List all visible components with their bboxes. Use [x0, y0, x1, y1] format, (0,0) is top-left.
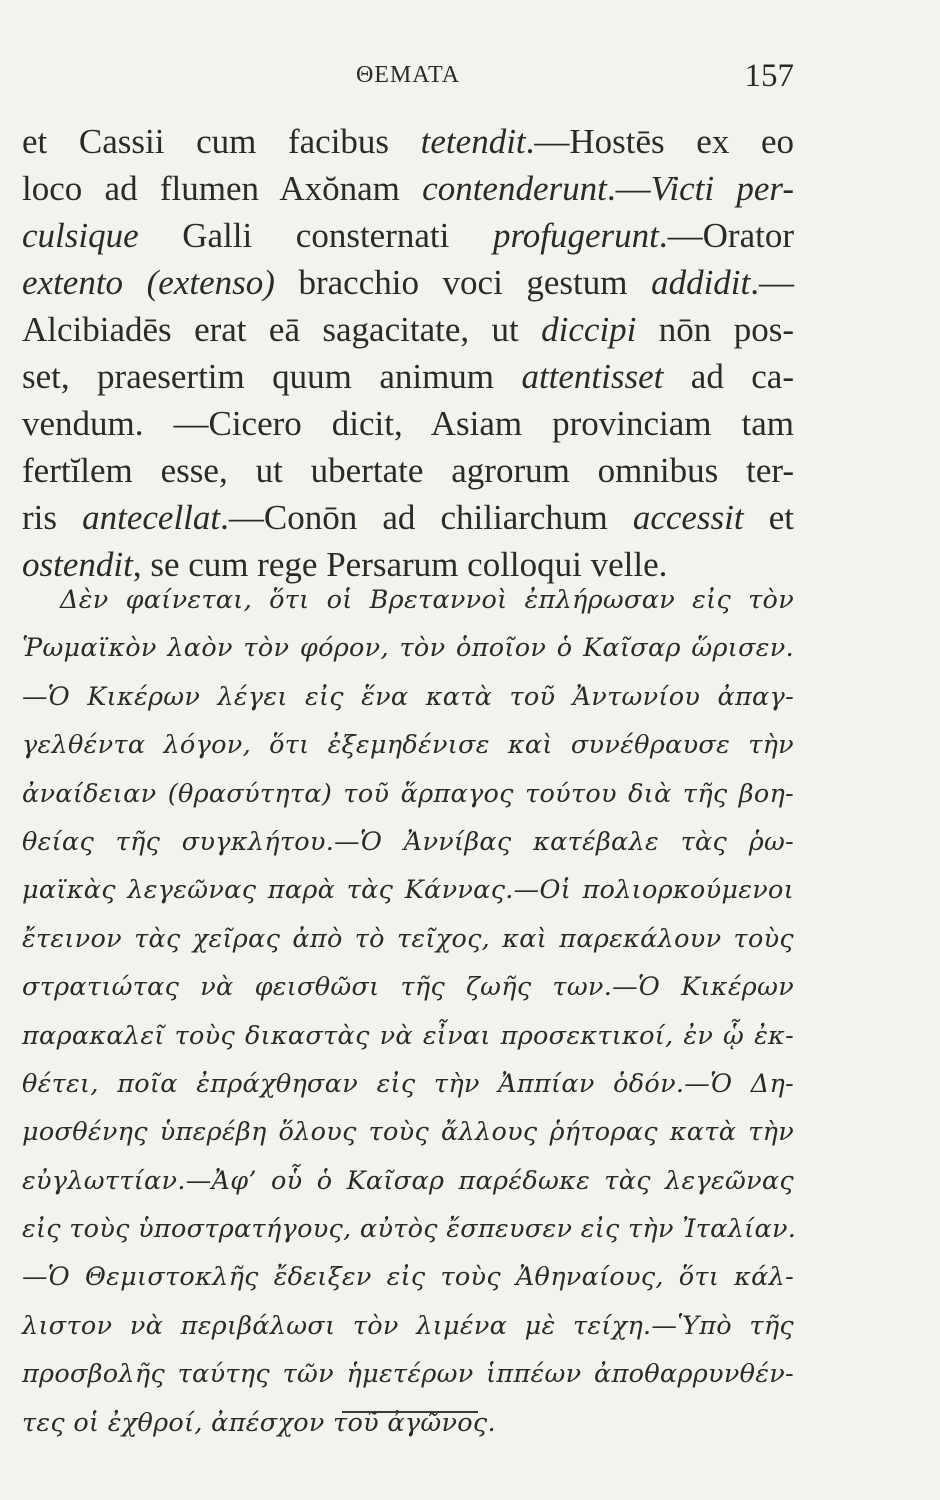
text-segment: Alcibiadēs erat eā sagacitate, ut	[22, 310, 542, 349]
greek-line: μαϊκὰς λεγεῶνας παρὰ τὰς Κάννας.—Οἱ πολιορκούμενοι	[22, 875, 794, 906]
greek-line: Ῥωμαϊκὸν λαὸν τὸν φόρον, τὸν ὁποῖον ὁ Καῖσαρ ὥρισεν.	[22, 633, 794, 664]
greek-line: εἰς τοὺς ὑποστρατήγους, αὐτὸς ἔσπευσεν εἰς τὴν Ἰταλίαν.	[22, 1214, 797, 1245]
italic-term: addidit	[651, 263, 751, 302]
text-segment: ad ca-	[663, 357, 794, 396]
text-segment: .—Conōn ad chiliarchum	[220, 498, 633, 537]
greek-line: παρακαλεῖ τοὺς δικαστὰς νὰ εἶναι προσεκτικοί, ἐν ᾧ ἐκ-	[22, 1020, 794, 1051]
greek-line: ἔτεινον τὰς χεῖρας ἀπὸ τὸ τεῖχος, καὶ παρεκάλουν τοὺς	[22, 923, 794, 954]
latin-line	[22, 353, 794, 400]
greek-line: Δὲν φαίνεται, ὅτι οἱ Βρεταννοὶ ἐπλήρωσαν εἰς τὸν	[60, 585, 794, 615]
italic-term: attentisset	[521, 357, 664, 396]
greek-line: θείας τῆς συγκλήτου.—Ὁ Ἀννίβας κατέβαλε τὰς ῥω-	[22, 826, 794, 857]
greek-line: —Ὁ Θεμιστοκλῆς ἔδειξεν εἰς τοὺς Ἀθηναίους, ὅτι κάλ-	[22, 1262, 794, 1293]
greek-line: γελθέντα λόγον, ὅτι ἐξεμηδένισε καὶ συνέθραυσε τὴν	[22, 730, 794, 761]
italic-term: extento (extenso)	[22, 263, 275, 302]
text-segment: ris	[22, 498, 83, 537]
italic-term: antecellat	[82, 498, 221, 537]
text-segment: .—Hostēs ex eo	[525, 122, 794, 161]
latin-line	[22, 494, 794, 541]
latin-line	[22, 118, 794, 165]
text-segment: et Cassii cum facibus	[22, 122, 421, 161]
latin-line	[22, 447, 794, 494]
greek-line: λιστον νὰ περιβάλωσι τὸν λιμένα μὲ τείχη.—Ὑπὸ τῆς	[22, 1310, 794, 1341]
greek-line: στρατιώτας νὰ φεισθῶσι τῆς ζωῆς των.—Ὁ Κικέρων	[22, 972, 794, 1003]
italic-term: ostendit	[22, 545, 133, 584]
italic-term: contenderunt	[422, 169, 607, 208]
latin-line	[22, 165, 794, 212]
latin-line	[22, 400, 794, 447]
latin-line	[22, 259, 794, 306]
section-end-rule	[342, 1411, 478, 1413]
greek-line: ἀναίδειαν (θρασύτητα) τοῦ ἅρπαγος τούτου διὰ τῆς βοη-	[22, 778, 794, 809]
page-number: 157	[744, 58, 794, 94]
text-segment: nōn pos-	[636, 310, 794, 349]
latin-line	[22, 306, 794, 353]
text-segment: .—Orator	[658, 216, 794, 255]
italic-term: tetendit	[420, 122, 526, 161]
italic-term: accessit	[632, 498, 744, 537]
text-segment: .—	[606, 169, 651, 208]
text-segment: bracchio voci gestum	[274, 263, 652, 302]
running-title: ΘΕΜΑΤΑ	[355, 62, 461, 88]
greek-line: εὐγλωττίαν.—Ἀφ’ οὗ ὁ Καῖσαρ παρέδωκε τὰς λεγεῶνας	[22, 1165, 794, 1196]
latin-line	[22, 212, 794, 259]
text-segment: fertĭlem esse, ut ubertate agrorum omnibus ter-	[22, 451, 794, 490]
text-segment: vendum. —Cicero dicit, Asiam provinciam tam	[22, 404, 794, 443]
text-segment: et	[743, 498, 794, 537]
italic-term: diccipi	[541, 310, 637, 349]
greek-line: μοσθένης ὑπερέβη ὅλους τοὺς ἄλλους ῥήτορας κατὰ τὴν	[22, 1117, 794, 1148]
greek-line: προσβολῆς ταύτης τῶν ἡμετέρων ἱππέων ἀποθαρρυνθέν-	[22, 1359, 794, 1390]
text-segment: .—	[750, 263, 794, 302]
italic-term: profugerunt	[492, 216, 659, 255]
greek-line: —Ὁ Κικέρων λέγει εἰς ἕνα κατὰ τοῦ Ἀντωνίου ἀπαγ-	[22, 681, 794, 712]
greek-paragraph	[22, 576, 797, 1447]
text-segment: Galli consternati	[138, 216, 493, 255]
latin-paragraph	[22, 118, 794, 588]
greek-line: θέτει, ποῖα ἐπράχθησαν εἰς τὴν Ἀππίαν ὁδόν.—Ὁ Δη-	[22, 1068, 794, 1099]
text-segment: loco ad flumen Axŏnam	[22, 169, 423, 208]
page-header	[22, 58, 794, 102]
text-segment: , se cum rege Persarum colloqui velle.	[132, 545, 668, 584]
italic-term: Victi per-	[650, 169, 794, 208]
greek-line: τες οἱ ἐχθροί, ἀπέσχον τοῦ ἀγῶνος.	[22, 1407, 496, 1438]
italic-term: culsique	[22, 216, 139, 255]
text-segment: set, praesertim quum animum	[22, 357, 522, 396]
